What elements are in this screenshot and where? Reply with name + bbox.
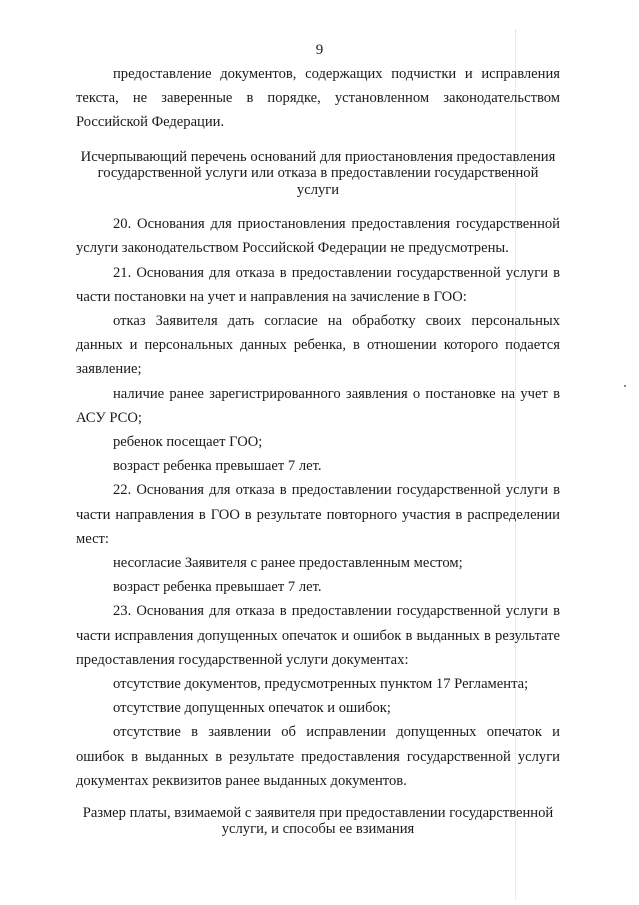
section-heading-fees <box>76 805 560 838</box>
list-item: несогласие Заявителя с ранее предоставленным местом; <box>113 554 463 571</box>
heading-line: Размер платы, взимаемой с заявителя при предоставлении государственной <box>82 804 554 821</box>
scan-speck <box>624 385 626 387</box>
document-body <box>76 62 560 838</box>
heading-line: государственной услуги или отказа в предоставлении государственной <box>97 165 539 182</box>
paragraph-22: 22. Основания для отказа в предоставлении государственной услуги в части направления в ГОО в результате повторного участия в распределении мест: <box>76 482 560 547</box>
list-item: возраст ребенка превышает 7 лет. <box>113 579 322 596</box>
heading-line: услуги <box>296 181 340 198</box>
list-item: ребенок посещает ГОО; <box>113 433 263 450</box>
paragraph-continuation: предоставление документов, содержащих подчистки и исправления текста, не заверенные в порядке, установленном законодательством Российской Федерации. <box>76 66 560 131</box>
list-item: возраст ребенка превышает 7 лет. <box>113 458 322 475</box>
list-item: наличие ранее зарегистрированного заявления о постановке на учет в АСУ РСО; <box>76 385 560 426</box>
section-heading-grounds <box>76 149 560 199</box>
heading-line: Исчерпывающий перечень оснований для приостановления предоставления <box>80 148 556 165</box>
list-item: отсутствие допущенных опечаток и ошибок; <box>113 700 391 717</box>
list-item: отсутствие документов, предусмотренных пунктом 17 Регламента; <box>113 675 529 692</box>
paragraph-20: 20. Основания для приостановления предоставления государственной услуги законодательством Российской Федерации не предусмотрены. <box>76 216 560 257</box>
list-item: отсутствие в заявлении об исправлении допущенных опечаток и ошибок в выданных в результате предоставления государственной услуги документах реквизитов ранее выданных документов. <box>76 724 560 789</box>
list-item: отказ Заявителя дать согласие на обработку своих персональных данных и персональных данных ребенка, в отношении которого подается заявление; <box>76 312 560 378</box>
heading-line: услуги, и способы ее взимания <box>221 821 415 838</box>
paragraph-23: 23. Основания для отказа в предоставлении государственной услуги в части исправления допущенных опечаток и ошибок в выданных в результате предоставления государственной услуги документах: <box>76 603 560 668</box>
paragraph-21: 21. Основания для отказа в предоставлении государственной услуги в части постановки на учет и направления на зачисление в ГОО: <box>76 264 560 305</box>
page-number: 9 <box>315 42 324 58</box>
